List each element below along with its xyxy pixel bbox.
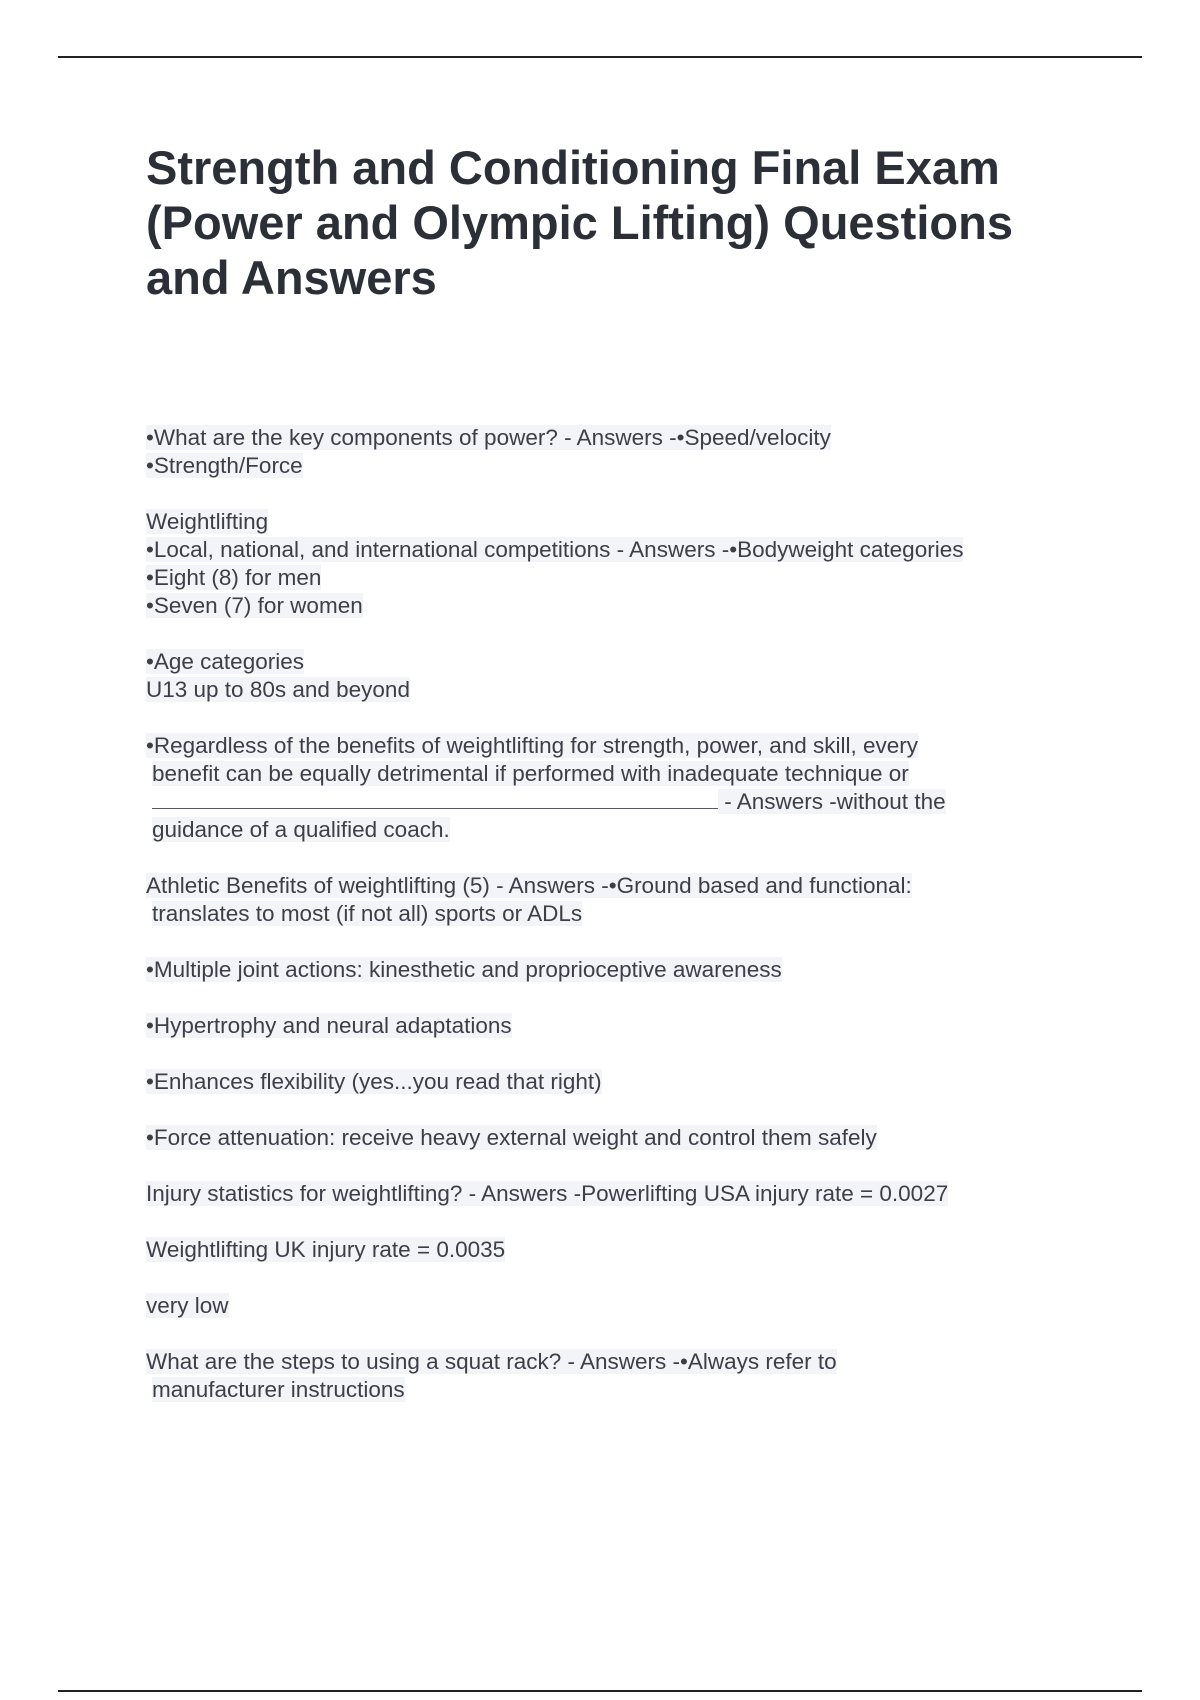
answer-blank [152,788,718,809]
qa-age-categories [146,648,1076,704]
text-line: •Local, national, and international competitions - Answers -•Bodyweight categories [146,537,964,562]
text-line: •Strength/Force [146,453,303,478]
text-line: U13 up to 80s and beyond [146,677,410,702]
document-body [146,424,1076,1432]
text-line: •Multiple joint actions: kinesthetic and proprioceptive awareness [146,957,782,982]
text-line: •Eight (8) for men [146,565,322,590]
qa-injury-statistics [146,1180,1076,1208]
qa-weightlifting-competitions [146,508,1076,620]
top-rule [58,56,1142,58]
text-line: What are the steps to using a squat rack? - Answers -•Always refer to [146,1349,837,1374]
qa-key-components [146,424,1076,480]
text-line: •Force attenuation: receive heavy external weight and control them safely [146,1125,877,1150]
benefit-hypertrophy [146,1012,1076,1040]
document-title: Strength and Conditioning Final Exam (Power and Olympic Lifting) Questions and Answers [146,141,1013,304]
injury-rate-uk [146,1236,1076,1264]
benefit-flexibility [146,1068,1076,1096]
text-line: •Regardless of the benefits of weightlifting for strength, power, and skill, every [146,733,919,758]
benefit-multiple-joint [146,956,1076,984]
text-line: Weightlifting [146,509,269,534]
text-line: manufacturer instructions [152,1377,405,1402]
text-line: •Seven (7) for women [146,593,363,618]
text-line: very low [146,1293,229,1318]
qa-qualified-coach [146,732,1076,844]
injury-rate-note [146,1292,1076,1320]
fill-in-blank-line: - Answers -without the [146,788,1076,816]
text-line: benefit can be equally detrimental if performed with inadequate technique or [152,761,909,786]
qa-squat-rack [146,1348,1076,1404]
text-line: •Enhances flexibility (yes...you read that right) [146,1069,602,1094]
text-line: guidance of a qualified coach. [152,817,450,842]
benefit-force-attenuation [146,1124,1076,1152]
text-line: •What are the key components of power? - Answers -•Speed/velocity [146,425,831,450]
text-line: Athletic Benefits of weightlifting (5) - Answers -•Ground based and functional: [146,873,912,898]
text-line: •Hypertrophy and neural adaptations [146,1013,512,1038]
bottom-rule [58,1690,1142,1692]
text-line: •Age categories [146,649,304,674]
text-line: translates to most (if not all) sports or ADLs [152,901,583,926]
text-line: Weightlifting UK injury rate = 0.0035 [146,1237,506,1262]
text-line: Injury statistics for weightlifting? - Answers -Powerlifting USA injury rate = 0.0027 [146,1181,949,1206]
qa-athletic-benefits [146,872,1076,928]
